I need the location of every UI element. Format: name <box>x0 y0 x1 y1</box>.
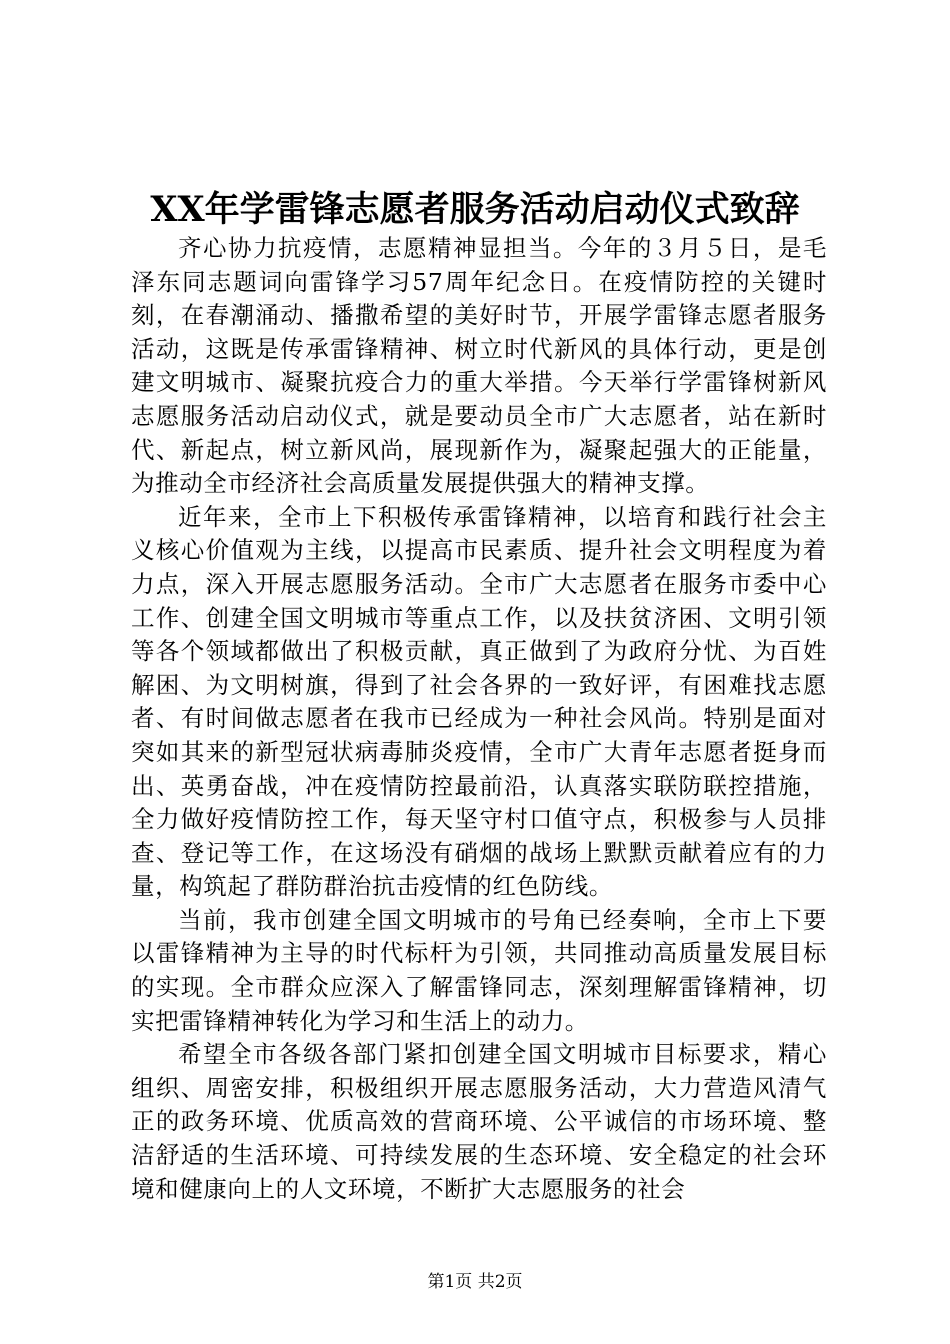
paragraph-2: 近年来，全市上下积极传承雷锋精神，以培育和践行社会主义核心价值观为主线，以提高市民素质、提升社会文明程度为着力点，深入开展志愿服务活动。全市广大志愿者在服务市委中心工作、创建全国文明城市等重点工作，以及扶贫济困、文明引领等各个领域都做出了积极贡献，真正做到了为政府分忧、为百姓解困、为文明树旗，得到了社会各界的一致好评，有困难找志愿者、有时间做志愿者在我市已经成为一种社会风尚。特别是面对突如其来的新型冠状病毒肺炎疫情，全市广大青年志愿者挺身而出、英勇奋战，冲在疫情防控最前沿，认真落实联防联控措施，全力做好疫情防控工作，每天坚守村口值守点，积极参与人员排查、登记等工作，在这场没有硝烟的战场上默默贡献着应有的力量，构筑起了群防群治抗击疫情的红色防线。 <box>131 502 827 901</box>
paragraph-3: 当前，我市创建全国文明城市的号角已经奏响，全市上下要以雷锋精神为主导的时代标杆为引领，共同推动高质量发展目标的实现。全市群众应深入了解雷锋同志，深刻理解雷锋精神，切实把雷锋精神转化为学习和生活上的动力。 <box>131 905 827 1035</box>
paragraph-4: 希望全市各级各部门紧扣创建全国文明城市目标要求，精心组织、周密安排，积极组织开展志愿服务活动，大力营造风清气正的政务环境、优质高效的营商环境、公平诚信的市场环境、整洁舒适的生活环境、可持续发展的生态环境、安全稳定的社会环境和健康向上的人文环境，不断扩大志愿服务的社会 <box>131 1040 827 1203</box>
document-body <box>131 232 827 1206</box>
document-title: XX年学雷锋志愿者服务活动启动仪式致辞 <box>150 189 800 230</box>
paragraph-1: 齐心协力抗疫情，志愿精神显担当。今年的３月５日，是毛泽东同志题词向雷锋学习57周年纪念日。在疫情防控的关键时刻，在春潮涌动、播撒希望的美好时节，开展学雷锋志愿者服务活动，这既是传承雷锋精神、树立时代新风的具体行动，更是创建文明城市、凝聚抗疫合力的重大举措。今天举行学雷锋树新风志愿服务活动启动仪式，就是要动员全市广大志愿者，站在新时代、新起点，树立新风尚，展现新作为，凝聚起强大的正能量，为推动全市经济社会高质量发展提供强大的精神支撑。 <box>131 234 827 498</box>
page-number-footer: 第1页 共2页 <box>427 1272 523 1292</box>
